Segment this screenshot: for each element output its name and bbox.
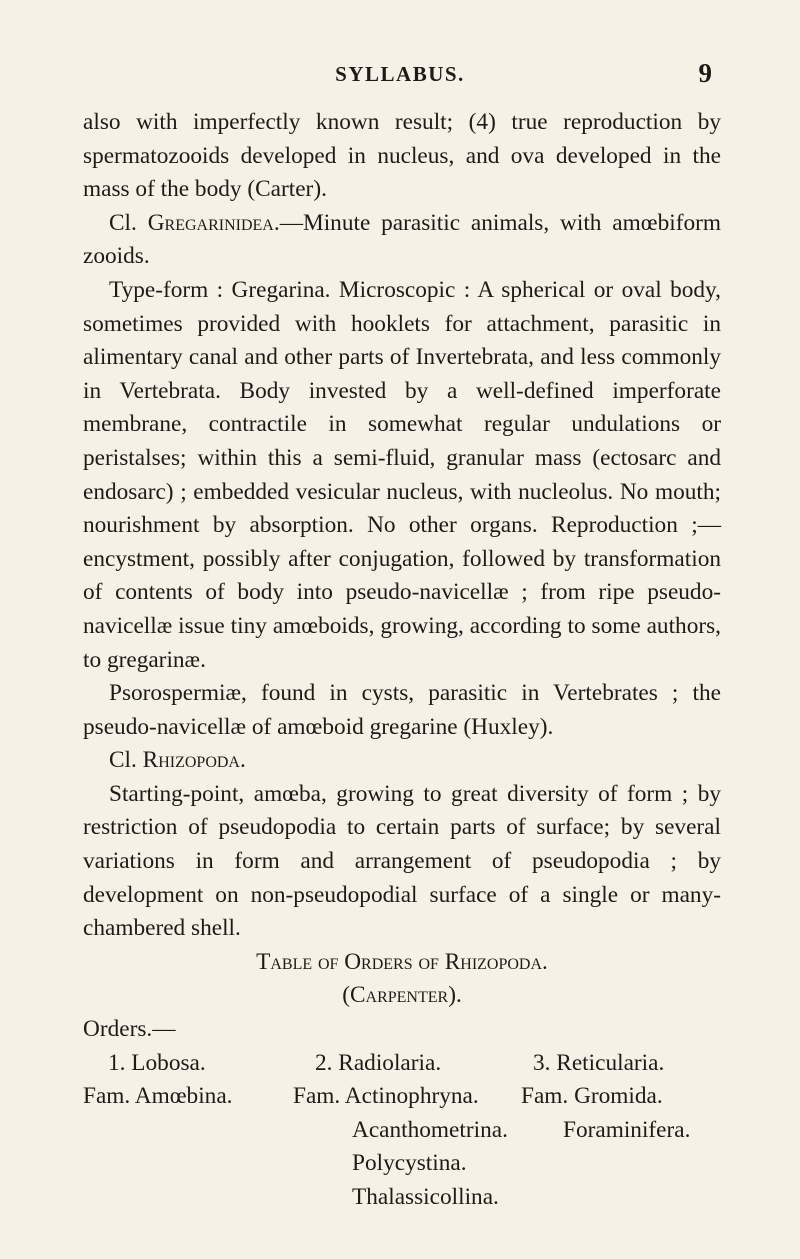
order-column-radiolaria [293, 1047, 521, 1215]
page-number: 9 [698, 58, 712, 88]
class-prefix: Cl. [109, 747, 143, 774]
paragraph-psorospermiae: Psorospermiæ, found in cysts, parasitic in Vertebrates ; the pseudo-navicellæ of amœboid gregarine (Huxley). [83, 680, 721, 740]
order-column-reticularia [521, 1047, 721, 1215]
orders-label: Orders.— [83, 1016, 176, 1043]
order-name: 3. Reticularia. [533, 1049, 665, 1076]
family-name: Thalassicollina. [352, 1184, 499, 1210]
paragraph-continuation: also with imperfectly known result; (4) true reproduction by spermatozooids developed in nucleus, and ova developed in the mass of the body (Carter). [83, 109, 721, 203]
page-header [0, 58, 800, 92]
paragraph-gregarinidea [83, 207, 721, 274]
family-name: Foraminifera. [563, 1116, 691, 1143]
paragraph-rhizopoda-description: Starting-point, amœba, growing to great diversity of form ; by restriction of pseudopodia to certain parts of surface; by several variations in form and arrangement of pseudopodia ; by development on non-pseudopodial surface of a single or many-chambered shell. [83, 780, 721, 942]
family-name: Fam. Amœbina. [83, 1083, 233, 1110]
family-name: Polycystina. [352, 1150, 467, 1177]
order-name: 1. Lobosa. [108, 1049, 206, 1076]
body-text [83, 106, 721, 1215]
family-name: Fam. Gromida. [521, 1083, 663, 1110]
paragraph-type-form: Type-form : Gregarina. Microscopic : A spherical or oval body, sometimes provided with hooklets for attachment, parasitic in alimentary canal and other parts of Invertebrata, and less commonly in Vertebrata. Body invested by a well-defined imperforate membrane, contractile in somewhat regular undulations or peristalses; within this a semi-fluid, granular mass (ectosarc and endosarc) ; embedded vesicular nucleus, with nucleolus. No mouth; nourishment by absorption. No other organs. Reproduction ;—encystment, possibly after conjugation, followed by transformation of contents of body into pseudo-navicellæ ; from ripe pseudo-navicellæ issue tiny amœboids, growing, according to some authors, to gregarinæ. [83, 276, 721, 673]
paragraph-rhizopoda-heading [83, 744, 721, 778]
class-heading-gregarinidea: Gregarinidea. [147, 209, 280, 236]
order-name: 2. Radiolaria. [315, 1049, 442, 1076]
class-prefix: Cl. [109, 209, 148, 236]
gregarinidea-description: —Minute parasitic animals, with amœbiform zooids. [83, 209, 721, 270]
class-heading-rhizopoda: Rhizopoda. [142, 747, 246, 774]
table-title: Table of Orders of Rhizopoda. [256, 948, 548, 975]
orders-table [83, 1047, 721, 1215]
table-subtitle: (Carpenter). [342, 982, 462, 1009]
family-name: Acanthometrina. [352, 1116, 508, 1143]
running-head: SYLLABUS. [335, 62, 465, 86]
order-column-lobosa [83, 1047, 293, 1215]
family-name: Fam. Actinophryna. [293, 1083, 479, 1110]
